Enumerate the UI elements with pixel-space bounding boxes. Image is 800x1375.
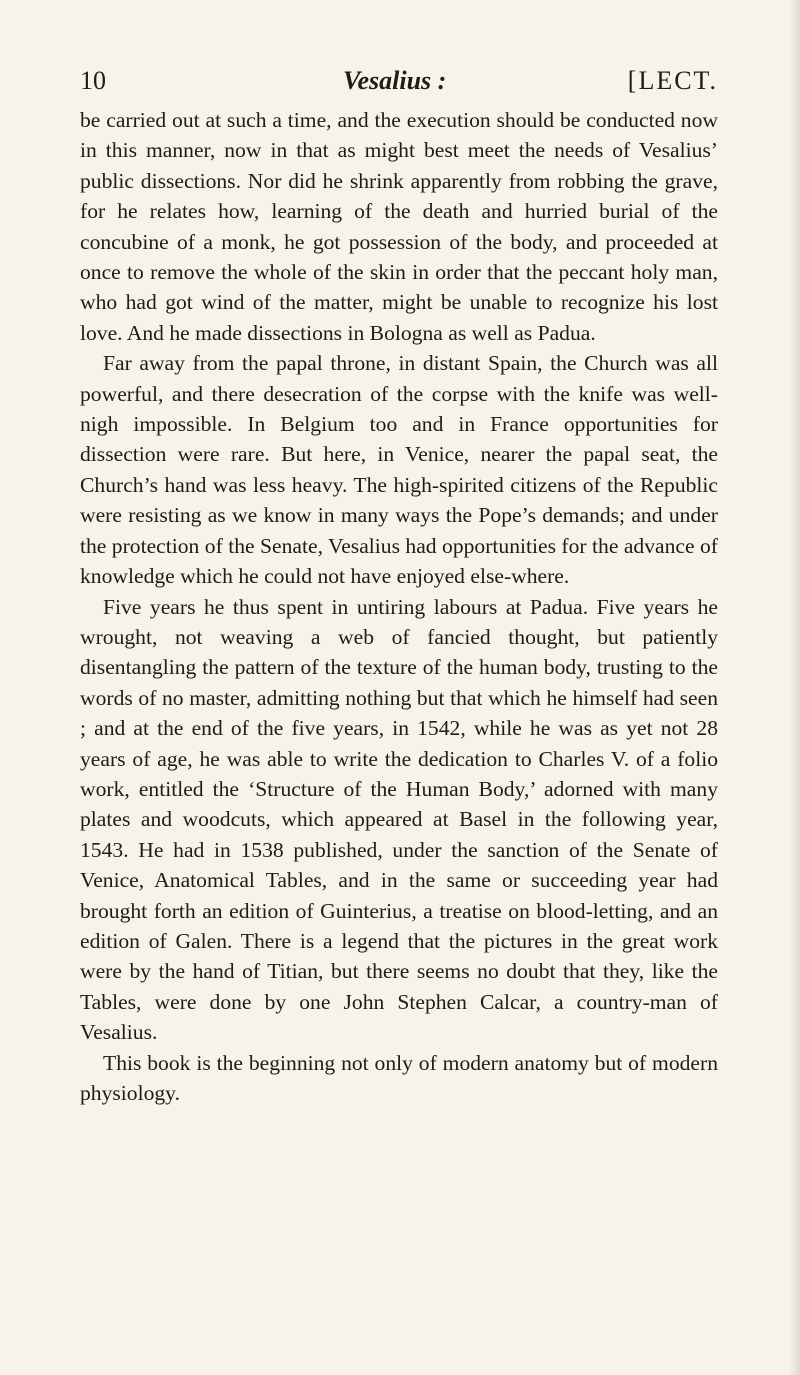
paragraph-3: Five years he thus spent in untiring labours at Padua. Five years he wrought, not weaving a web of fancied thought, but patiently disentangling the pattern of the texture of the human body, trusting to the words of no master, admitting nothing but that which he himself had seen ; and at the end of the five years, in 1542, while he was as yet not 28 years of age, he was able to write the dedication to Charles V. of a folio work, entitled the ‘Structure of the Human Body,’ adorned with many plates and woodcuts, which appeared at Basel in the following year, 1543. He had in 1538 published, under the sanction of the Senate of Venice, Anatomical Tables, and in the same or succeeding year had brought forth an edition of Guinterius, a treatise on blood-letting, and an edition of Galen. There is a legend that the pictures in the great work were by the hand of Titian, but there seems no doubt that they, like the Tables, were done by one John Stephen Calcar, a country-man of Vesalius. (80, 594, 718, 1045)
paragraph-4: This book is the beginning not only of modern anatomy but of modern physiology. (80, 1050, 718, 1105)
running-title: Vesalius : (343, 66, 447, 95)
body-text (80, 105, 718, 1108)
paragraph-2: Far away from the papal throne, in distant Spain, the Church was all powerful, and there desecration of the corpse with the knife was well-nigh impossible. In Belgium too and in France opportunities for dissection were rare. But here, in Venice, nearer the papal seat, the Church’s hand was less heavy. The high-spirited citizens of the Republic were resisting as we know in many ways the Pope’s demands; and under the protection of the Senate, Vesalius had opportunities for the advance of knowledge which he could not have enjoyed else-where. (80, 351, 718, 589)
running-header (80, 66, 718, 106)
section-mark: [LECT. (627, 66, 718, 95)
page-edge-shadow (788, 0, 800, 1375)
page-number: 10 (80, 66, 106, 95)
paragraph-1: be carried out at such a time, and the execution should be conducted now in this manner, now in that as might best meet the needs of Vesalius’ public dissections. Nor did he shrink apparently from robbing the grave, for he relates how, learning of the death and hurried burial of the concubine of a monk, he got possession of the body, and proceeded at once to remove the whole of the skin in order that the peccant holy man, who had got wind of the matter, might be unable to recognize his lost love. And he made dissections in Bologna as well as Padua. (80, 108, 718, 345)
